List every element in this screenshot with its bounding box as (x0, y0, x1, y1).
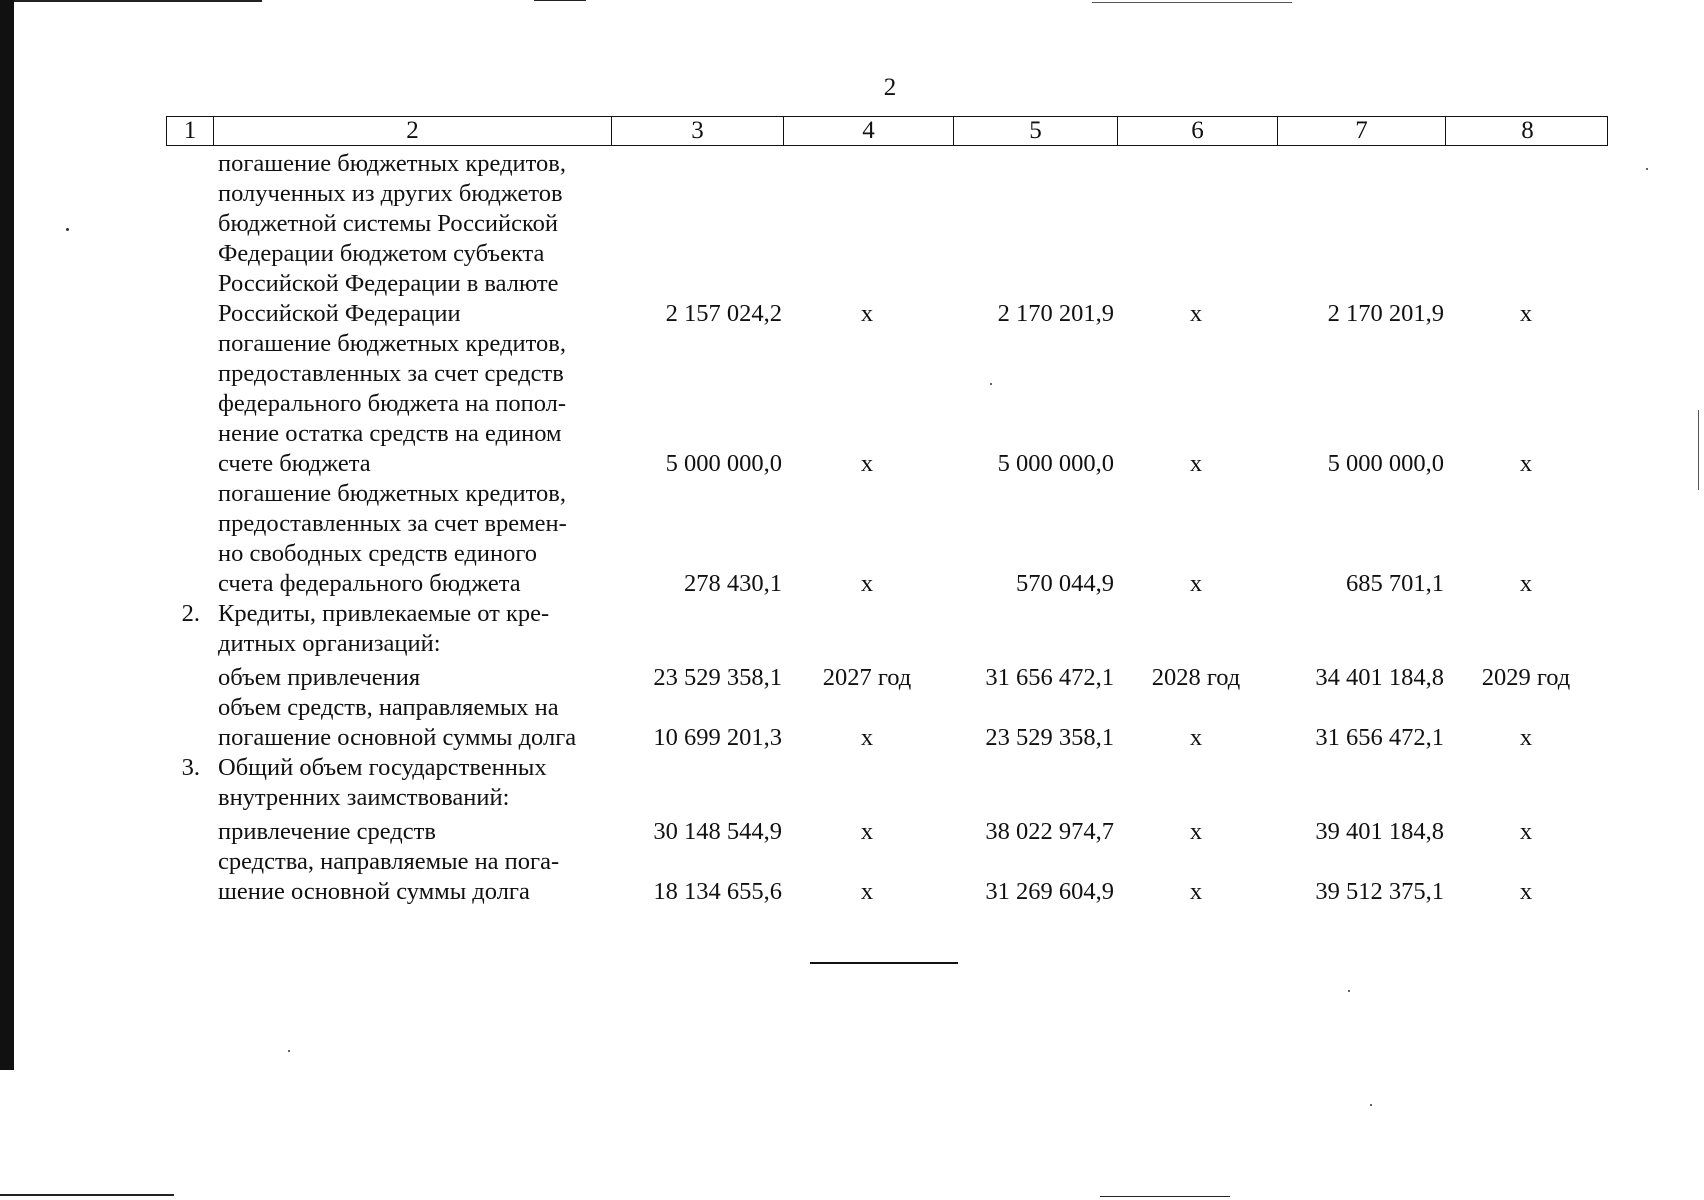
cell-col5: 23 529 358,1 (985, 724, 1114, 751)
cell-col4: 2027 год (822, 664, 912, 691)
row-text-line: объем средств, направляемых на (218, 694, 559, 721)
row-text-line: внутренних заимствований: (218, 784, 510, 811)
row-text-line: Общий объем государственных (218, 754, 547, 781)
scan-speck (990, 383, 992, 385)
row-text-line: дитных организаций: (218, 630, 441, 657)
cell-col8: x (1519, 300, 1533, 327)
cell-col5: 31 269 604,9 (985, 878, 1114, 905)
scan-speck (1348, 990, 1350, 992)
cell-col7: 5 000 000,0 (1327, 450, 1444, 477)
row-text-line: но свободных средств единого (218, 540, 538, 567)
cell-col7: 31 656 472,1 (1315, 724, 1444, 751)
cell-col5: 38 022 974,7 (985, 818, 1114, 845)
row-text (218, 693, 576, 753)
cell-col4: x (860, 570, 874, 597)
cell-col4: x (860, 724, 874, 751)
cell-col8: x (1519, 818, 1533, 845)
row-text-line: средства, направляемые на пога- (218, 848, 560, 875)
row-text (218, 753, 547, 813)
row-text-line: шение основной суммы долга (218, 878, 530, 905)
row-text-line: привлечение средств (218, 818, 436, 845)
header-cell: 4 (783, 117, 953, 145)
header-cell: 6 (1117, 117, 1277, 145)
row-text (218, 817, 436, 847)
cell-col6: x (1189, 570, 1203, 597)
cell-col5: 2 170 201,9 (997, 300, 1114, 327)
header-cell: 3 (611, 117, 783, 145)
scan-edge (0, 0, 14, 1070)
cell-col4: x (860, 878, 874, 905)
scan-artifact-line (534, 0, 586, 1)
cell-col6: x (1189, 818, 1203, 845)
row-text (218, 149, 566, 329)
cell-col7: 39 401 184,8 (1315, 818, 1444, 845)
closing-rule (810, 962, 958, 964)
cell-col5: 31 656 472,1 (985, 664, 1114, 691)
cell-col5: 5 000 000,0 (997, 450, 1114, 477)
row-text-line: предоставленных за счет средств (218, 360, 564, 387)
scan-artifact-line (1698, 410, 1699, 490)
cell-col6: x (1189, 300, 1203, 327)
header-cell: 5 (953, 117, 1117, 145)
header-cell: 8 (1445, 117, 1609, 145)
cell-col3: 30 148 544,9 (653, 818, 782, 845)
cell-col4: x (860, 450, 874, 477)
row-text-line: погашение основной суммы долга (218, 724, 577, 751)
row-text-line: счета федерального бюджета (218, 570, 521, 597)
cell-col8: x (1519, 724, 1533, 751)
row-text-line: Российской Федерации в валюте (218, 270, 559, 297)
scan-artifact-line (1092, 2, 1292, 3)
cell-col4: x (860, 818, 874, 845)
cell-col3: 278 430,1 (684, 570, 782, 597)
cell-col8: x (1519, 878, 1533, 905)
row-text-line: бюджетной системы Российской (218, 210, 559, 237)
scan-artifact-line (1100, 1196, 1230, 1197)
row-text-line: объем привлечения (218, 664, 421, 691)
cell-col3: 5 000 000,0 (665, 450, 782, 477)
cell-col6: x (1189, 724, 1203, 751)
scan-artifact-line (0, 1194, 174, 1196)
scan-speck (1646, 168, 1648, 170)
scan-speck (288, 1050, 290, 1052)
cell-col7: 2 170 201,9 (1327, 300, 1444, 327)
cell-col3: 23 529 358,1 (653, 664, 782, 691)
row-text-line: полученных из других бюджетов (218, 180, 563, 207)
row-text-line: предоставленных за счет времен- (218, 510, 567, 537)
cell-col7: 34 401 184,8 (1315, 664, 1444, 691)
row-text-line: Федерации бюджетом субъекта (218, 240, 545, 267)
cell-col7: 685 701,1 (1346, 570, 1444, 597)
row-text (218, 599, 549, 659)
header-cell: 7 (1277, 117, 1445, 145)
page-number: 2 (883, 74, 897, 101)
cell-col4: x (860, 300, 874, 327)
row-text (218, 479, 567, 599)
row-text (218, 329, 566, 479)
cell-col6: x (1189, 450, 1203, 477)
scan-artifact-line (14, 0, 262, 2)
cell-col6: x (1189, 878, 1203, 905)
cell-col3: 2 157 024,2 (665, 300, 782, 327)
row-text-line: нение остатка средств на едином (218, 420, 562, 447)
cell-col8: x (1519, 570, 1533, 597)
row-text-line: Кредиты, привлекаемые от кре- (218, 600, 550, 627)
table-header-row (166, 116, 1608, 146)
row-text-line: погашение бюджетных кредитов, (218, 150, 566, 177)
scan-speck (1370, 1104, 1372, 1106)
row-number: 3. (181, 754, 200, 781)
cell-col5: 570 044,9 (1016, 570, 1114, 597)
header-cell: 2 (213, 117, 611, 145)
row-text-line: счете бюджета (218, 450, 371, 477)
row-text (218, 663, 420, 693)
cell-col8: 2029 год (1481, 664, 1571, 691)
cell-col3: 10 699 201,3 (653, 724, 782, 751)
row-text-line: Российской Федерации (218, 300, 461, 327)
scan-speck (66, 228, 69, 231)
row-text-line: погашение бюджетных кредитов, (218, 480, 566, 507)
cell-col8: x (1519, 450, 1533, 477)
cell-col6: 2028 год (1151, 664, 1241, 691)
cell-col3: 18 134 655,6 (653, 878, 782, 905)
row-number: 2. (181, 600, 200, 627)
row-text-line: погашение бюджетных кредитов, (218, 330, 566, 357)
row-text-line: федерального бюджета на попол- (218, 390, 567, 417)
cell-col7: 39 512 375,1 (1315, 878, 1444, 905)
row-text (218, 847, 559, 907)
header-cell: 1 (183, 117, 197, 144)
